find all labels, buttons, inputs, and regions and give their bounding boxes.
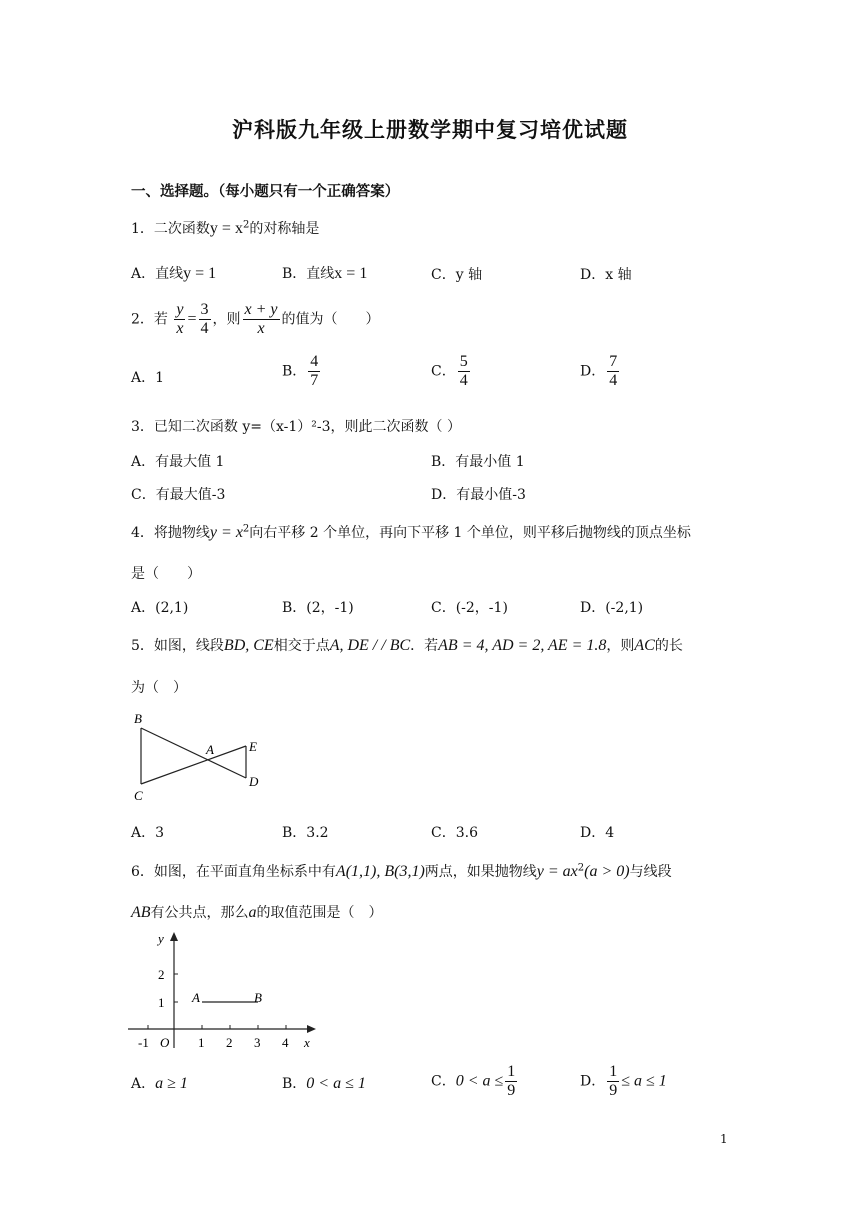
origin-label: O bbox=[160, 1035, 170, 1050]
q2-f3-num: x + y bbox=[244, 301, 278, 318]
x-tick-label-4: 4 bbox=[282, 1035, 289, 1050]
q6-d-fraction bbox=[607, 1063, 619, 1100]
q2-option-b bbox=[282, 353, 322, 390]
q6-a-label: A． bbox=[131, 1076, 156, 1092]
segment-bd bbox=[141, 728, 246, 778]
q6-line2-part-1: 有公共点，那么 bbox=[150, 905, 249, 921]
q2-b-fraction bbox=[308, 353, 320, 390]
q1-exponent: 2 bbox=[242, 219, 250, 231]
q5-part-4: ，则 bbox=[606, 638, 635, 654]
q2-fraction-3 bbox=[243, 301, 280, 338]
q1-a-math: y = 1 bbox=[183, 265, 217, 282]
x-tick-label-3: 3 bbox=[254, 1035, 261, 1050]
y-axis-label: y bbox=[158, 931, 164, 946]
q4-option-b: B．(2，-1) bbox=[282, 600, 354, 616]
q2-fraction-1 bbox=[174, 301, 185, 338]
question-6 bbox=[131, 861, 672, 881]
q6-part-1: 6．如图，在平面直角坐标系中有 bbox=[131, 864, 336, 880]
q6-c-label: C． bbox=[431, 1073, 456, 1090]
q6-exponent: 2 bbox=[577, 862, 585, 874]
q6-c-den: 9 bbox=[507, 1082, 516, 1099]
point-b-label: B bbox=[254, 990, 262, 1005]
x-tick-label-1: 1 bbox=[198, 1035, 205, 1050]
q5-part-3: ．若 bbox=[410, 638, 439, 654]
q4-function: y = x bbox=[209, 524, 243, 541]
q2-f2-num: 3 bbox=[200, 301, 209, 318]
q6-b-math: 0 < a ≤ 1 bbox=[306, 1075, 366, 1092]
q2-option-c bbox=[431, 353, 472, 390]
q1-prefix: 1．二次函数 bbox=[131, 221, 210, 237]
q3-option-d: D．有最小值-3 bbox=[431, 487, 526, 503]
label-d: D bbox=[249, 774, 259, 789]
y-axis-arrow bbox=[170, 932, 178, 941]
q4-exponent: 2 bbox=[242, 523, 250, 535]
q2-option-a: A．1 bbox=[131, 370, 165, 386]
q2-mid: ，则 bbox=[212, 311, 241, 328]
q6-c-num: 1 bbox=[507, 1063, 516, 1080]
q3-option-b: B．有最小值 1 bbox=[431, 454, 525, 470]
q2-c-den: 4 bbox=[459, 372, 468, 389]
question-4 bbox=[131, 522, 691, 542]
q1-b-math: x = 1 bbox=[334, 265, 368, 282]
q6-option-d bbox=[580, 1063, 667, 1100]
q4-line-2: 是（ ） bbox=[131, 566, 201, 582]
q5-part-1: 5．如图，线段 bbox=[131, 638, 224, 654]
q2-equals: = bbox=[187, 310, 197, 328]
q5-line-2: 为（ ） bbox=[131, 680, 187, 696]
q5-math-4: AC bbox=[634, 637, 655, 654]
q5-part-5: 的长 bbox=[654, 638, 683, 654]
q5-option-d: D．4 bbox=[580, 825, 615, 841]
q2-suffix: 的值为（ ） bbox=[281, 311, 380, 328]
q6-option-a bbox=[131, 1073, 188, 1093]
q2-b-num: 4 bbox=[310, 353, 319, 370]
page-title: 沪科版九年级上册数学期中复习培优试题 bbox=[232, 118, 628, 142]
q5-option-a: A．3 bbox=[131, 825, 165, 841]
q5-option-b: B．3.2 bbox=[282, 825, 329, 841]
q6-d-label: D． bbox=[580, 1073, 606, 1090]
q5-math-2: A, DE / / BC bbox=[329, 637, 411, 654]
q2-f2-den: 4 bbox=[200, 320, 209, 337]
q1-function: y = x bbox=[209, 220, 243, 237]
q3-option-a: A．有最大值 1 bbox=[131, 454, 225, 470]
q2-f1-den: x bbox=[176, 320, 184, 337]
x-axis-arrow bbox=[307, 1025, 316, 1033]
q6-part-2: 两点，如果抛物线 bbox=[424, 864, 537, 880]
q6-figure bbox=[126, 926, 326, 1056]
question-1 bbox=[131, 218, 319, 238]
q1-option-a bbox=[131, 263, 216, 283]
segment-ce bbox=[141, 746, 246, 784]
q6-option-b bbox=[282, 1073, 366, 1093]
q6-math-3: (a > 0) bbox=[584, 863, 630, 880]
page-number: 1 bbox=[720, 1132, 728, 1146]
q6-a-math: a ≥ 1 bbox=[155, 1075, 188, 1092]
q3-option-c: C．有最大值-3 bbox=[131, 487, 226, 503]
q4-option-c: C．(-2，-1) bbox=[431, 600, 508, 616]
x-tick-label-2: 2 bbox=[226, 1035, 233, 1050]
q1-option-b bbox=[282, 263, 367, 283]
label-b: B bbox=[134, 711, 142, 726]
q2-option-d bbox=[580, 353, 621, 390]
y-tick-label-2: 2 bbox=[158, 967, 165, 982]
q6-line2-math-2: a bbox=[248, 904, 257, 921]
q6-c-math: 0 < a ≤ bbox=[455, 1072, 504, 1090]
question-3: 3．已知二次函数 y=（x-1）²-3，则此二次函数（ ） bbox=[131, 419, 461, 435]
q2-d-num: 7 bbox=[609, 353, 618, 370]
q2-c-fraction bbox=[458, 353, 470, 390]
q4-option-a: A．(2,1) bbox=[131, 600, 189, 616]
q6-math-2: y = ax bbox=[536, 863, 578, 880]
q5-math-3: AB = 4, AD = 2, AE = 1.8 bbox=[438, 637, 607, 654]
q2-prefix: 2．若 bbox=[131, 311, 168, 328]
question-5 bbox=[131, 635, 683, 655]
q6-line-2 bbox=[131, 902, 383, 922]
q5-part-2: 相交于点 bbox=[273, 638, 330, 654]
q2-fraction-2 bbox=[199, 301, 211, 338]
label-e: E bbox=[249, 739, 257, 754]
q2-c-num: 5 bbox=[459, 353, 468, 370]
section-heading: 一、选择题。（每小题只有一个正确答案） bbox=[131, 184, 400, 200]
q4-prefix: 4．将抛物线 bbox=[131, 525, 210, 541]
q6-d-num: 1 bbox=[609, 1063, 618, 1080]
q1-a-label: A．直线 bbox=[131, 266, 184, 282]
q6-c-fraction bbox=[505, 1063, 517, 1100]
q1-option-c: C．y 轴 bbox=[431, 267, 483, 283]
q2-b-label: B． bbox=[282, 363, 307, 380]
x-axis-label: x bbox=[304, 1035, 310, 1050]
q1-b-label: B．直线 bbox=[282, 266, 335, 282]
q2-d-den: 4 bbox=[609, 372, 618, 389]
q2-f3-den: x bbox=[257, 320, 265, 337]
q4-suffix: 向右平移 2 个单位，再向下平移 1 个单位，则平移后抛物线的顶点坐标 bbox=[249, 525, 691, 541]
q2-b-den: 7 bbox=[310, 372, 319, 389]
y-tick-label-1: 1 bbox=[158, 995, 165, 1010]
q5-math-1: BD, CE bbox=[223, 637, 274, 654]
q2-f1-num: y bbox=[176, 301, 184, 318]
question-2 bbox=[131, 301, 380, 338]
q6-d-math: ≤ a ≤ 1 bbox=[621, 1072, 667, 1090]
q6-part-3: 与线段 bbox=[629, 864, 672, 880]
q6-option-c bbox=[431, 1063, 519, 1100]
q6-d-den: 9 bbox=[609, 1082, 618, 1099]
q2-d-label: D． bbox=[580, 363, 606, 380]
q6-line2-part-2: 的取值范围是（ ） bbox=[256, 905, 383, 921]
label-a: A bbox=[206, 742, 214, 757]
q1-option-d: D．x 轴 bbox=[580, 267, 632, 283]
q1-suffix: 的对称轴是 bbox=[249, 221, 320, 237]
x-tick-label-neg1: -1 bbox=[138, 1035, 149, 1050]
q2-c-label: C． bbox=[431, 363, 456, 380]
q4-option-d: D．(-2,1) bbox=[580, 600, 644, 616]
label-c: C bbox=[134, 788, 143, 803]
q5-figure bbox=[128, 706, 278, 806]
point-a-label: A bbox=[192, 990, 200, 1005]
q6-b-label: B． bbox=[282, 1076, 307, 1092]
q6-math-1: A(1,1), B(3,1) bbox=[335, 863, 425, 880]
q2-d-fraction bbox=[607, 353, 619, 390]
q5-option-c: C．3.6 bbox=[431, 825, 478, 841]
q6-line2-math: AB bbox=[131, 904, 151, 921]
